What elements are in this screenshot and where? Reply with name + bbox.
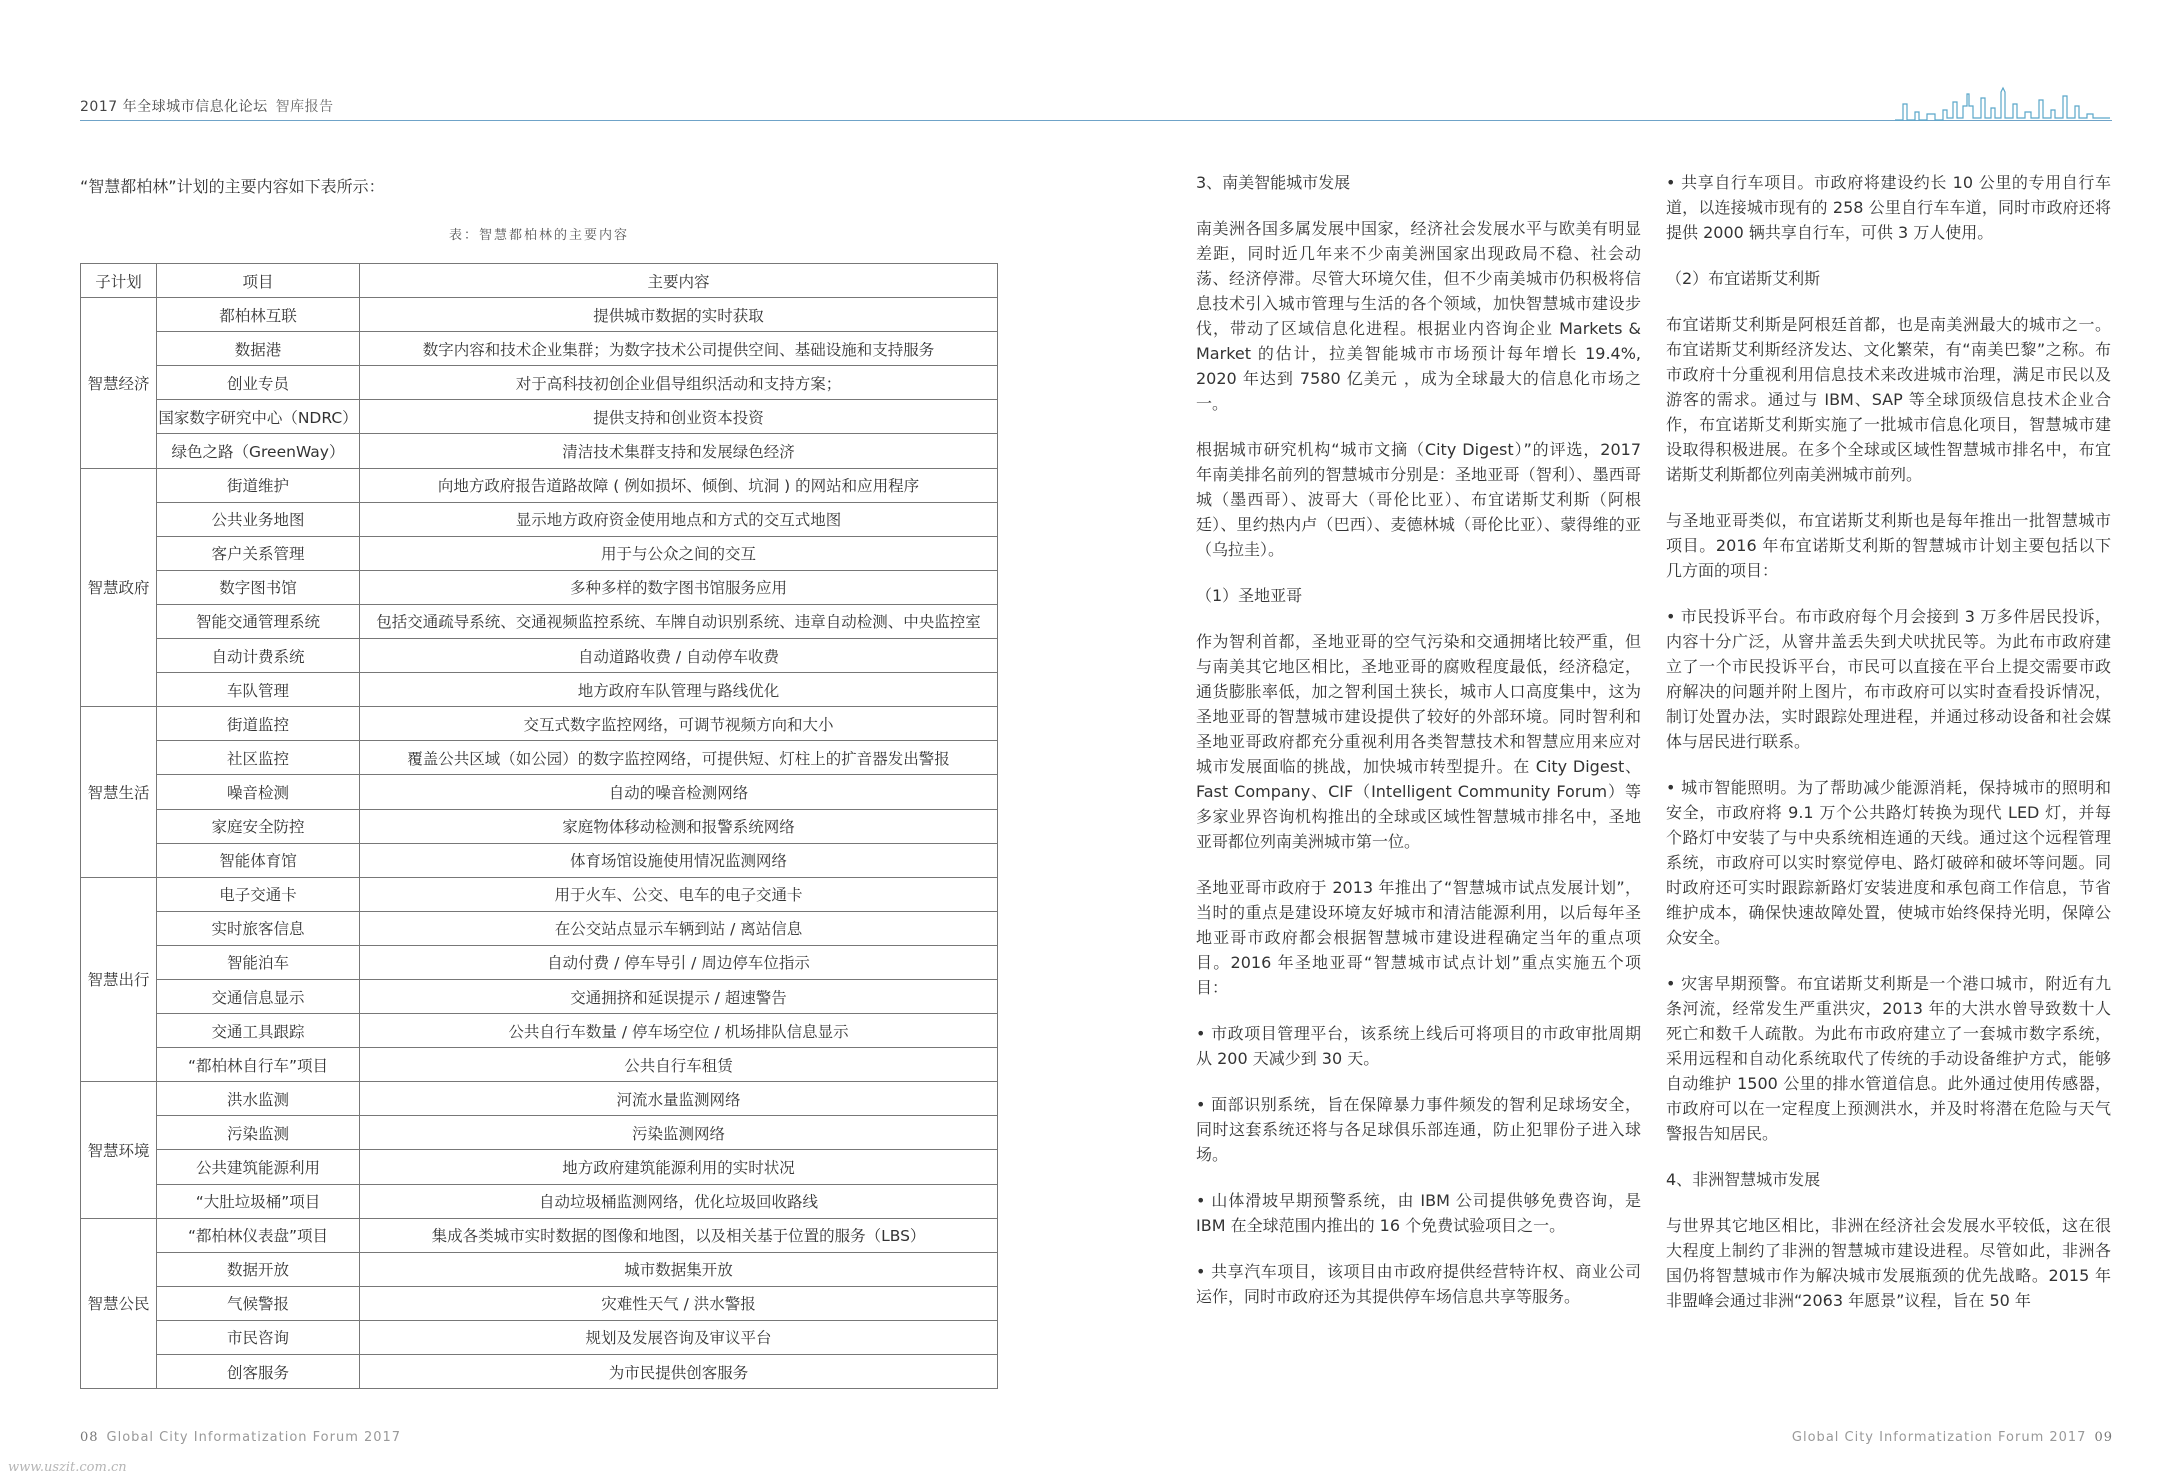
content-cell: 自动的噪音检测网络 [360, 775, 998, 809]
left-page [80, 170, 998, 1389]
content-cell: 交互式数字监控网络，可调节视频方向和大小 [360, 707, 998, 741]
table-row [81, 945, 998, 979]
table-row [81, 1286, 998, 1320]
header-cell: 子计划 [81, 264, 157, 298]
table-row [81, 843, 998, 877]
paragraph: • 市民投诉平台。布市政府每个月会接到 3 万多件居民投诉，内容十分广泛，从窨井盖丢失到犬吠扰民等。为此布市政府建立了一个市民投诉平台，市民可以直接在平台上提交需要市政府解决的问题并附上图片，布市政府可以实时查看投诉情况，制订处置办法，实时跟踪处理进程，并通过移动设备和社会媒体与居民进行联系。 [1666, 607, 2111, 751]
content-cell: 为市民提供创客服务 [360, 1355, 998, 1389]
table-row [81, 1252, 998, 1286]
paragraph: 圣地亚哥市政府于 2013 年推出了“智慧城市试点发展计划”，当时的重点是建设环境友好城市和清洁能源利用，以后每年圣地亚哥市政府都会根据智慧城市建设进程确定当年的重点项目。2016 年圣地亚哥“智慧城市试点计划”重点实施五个项目： [1196, 878, 1641, 997]
project-cell: 自动计费系统 [157, 639, 360, 673]
project-cell: 电子交通卡 [157, 877, 360, 911]
project-cell: 公共业务地图 [157, 502, 360, 536]
paragraph: 南美洲各国多属发展中国家，经济社会发展水平与欧美有明显差距，同时近几年来不少南美洲国家出现政局不稳、社会动荡、经济停滞。尽管大环境欠佳，但不少南美城市仍积极将信息技术引入城市管理与生活的各个领域，加快智慧城市建设步伐，带动了区域信息化进程。根据业内咨询企业 Markets & Market 的估计，拉美智能城市市场预计每年增长 19.4%, 2020 年达到 7580 亿美元 ，成为全球最大的信息化市场之一。 [1196, 219, 1641, 413]
project-cell: 交通工具跟踪 [157, 1014, 360, 1048]
table-caption: 表：智慧都柏林的主要内容 [448, 228, 629, 243]
intro-text: “智慧都柏林”计划的主要内容如下表所示： [80, 177, 385, 196]
project-cell: 车队管理 [157, 673, 360, 707]
project-cell: 噪音检测 [157, 775, 360, 809]
table-row [81, 536, 998, 570]
table-row [81, 400, 998, 434]
table-row [81, 1048, 998, 1082]
table-header-row [81, 264, 998, 298]
paragraph: • 城市智能照明。为了帮助减少能源消耗，保持城市的照明和安全，市政府将 9.1 万个公共路灯转换为现代 LED 灯，并每个路灯中安装了与中央系统相连通的天线。通过这个远程管理系统，市政府可以实时察觉停电、路灯破碎和破坏等问题。同时政府还可实时跟踪新路灯安装进度和承包商工作信息，节省维护成本，确保快速故障处置，使城市始终保持光明，保障公众安全。 [1666, 778, 2111, 947]
table-row [81, 1082, 998, 1116]
content-cell: 体育场馆设施使用情况监测网络 [360, 843, 998, 877]
paragraph: 与圣地亚哥类似，布宜诺斯艾利斯也是每年推出一批智慧城市项目。2016 年布宜诺斯艾利斯的智慧城市计划主要包括以下几方面的项目： [1666, 511, 2111, 580]
project-cell: 数字图书馆 [157, 570, 360, 604]
project-cell: “大肚垃圾桶”项目 [157, 1184, 360, 1218]
content-cell: 提供支持和创业资本投资 [360, 400, 998, 434]
dublin-table [80, 263, 998, 1389]
project-cell: “都柏林自行车”项目 [157, 1048, 360, 1082]
content-cell: 在公交站点显示车辆到站 / 离站信息 [360, 911, 998, 945]
content-cell: 公共自行车数量 / 停车场空位 / 机场排队信息显示 [360, 1014, 998, 1048]
table-row [81, 298, 998, 332]
content-cell: 包括交通疏导系统、交通视频监控系统、车牌自动识别系统、违章自动检测、中央监控室 [360, 604, 998, 638]
content-cell: 提供城市数据的实时获取 [360, 298, 998, 332]
paragraph: • 灾害早期预警。布宜诺斯艾利斯是一个港口城市，附近有九条河流，经常发生严重洪灾，2013 年的大洪水曾导致数十人死亡和数千人疏散。为此布市政府建立了一套城市数字系统，采用远程和自动化系统取代了传统的手动设备维护方式，能够自动维护 1500 公里的排水管道信息。此外通过使用传感器，市政府可以在一定程度上预测洪水，并及时将潜在危险与天气警报告知居民。 [1666, 974, 2111, 1143]
paragraph: • 面部识别系统，旨在保障暴力事件频发的智利足球场安全，同时这套系统还将与各足球俱乐部连通，防止犯罪份子进入球场。 [1196, 1095, 1641, 1164]
project-cell: 气候警报 [157, 1286, 360, 1320]
project-cell: 洪水监测 [157, 1082, 360, 1116]
table-row [81, 570, 998, 604]
content-cell: 灾难性天气 / 洪水警报 [360, 1286, 998, 1320]
content-cell: 城市数据集开放 [360, 1252, 998, 1286]
content-cell: 用于火车、公交、电车的电子交通卡 [360, 877, 998, 911]
page-number: 09 [2094, 1430, 2113, 1445]
project-cell: 数据开放 [157, 1252, 360, 1286]
section-heading: 3、南美智能城市发展 [1196, 173, 1351, 192]
paragraph: 布宜诺斯艾利斯是阿根廷首都，也是南美洲最大的城市之一。布宜诺斯艾利斯经济发达、文化繁荣，有“南美巴黎”之称。布市政府十分重视利用信息技术来改进城市治理，满足市民以及游客的需求。通过与 IBM、SAP 等全球顶级信息技术企业合作，布宜诺斯艾利斯实施了一批城市信息化项目，智慧城市建设取得积极进展。在多个全球或区域性智慧城市排名中，布宜诺斯艾利斯都位列南美洲城市前列。 [1666, 315, 2111, 484]
project-cell: “都柏林仪表盘”项目 [157, 1218, 360, 1252]
content-cell: 公共自行车租赁 [360, 1048, 998, 1082]
content-cell: 家庭物体移动检测和报警系统网络 [360, 809, 998, 843]
sub-plan-cell: 智慧环境 [81, 1082, 157, 1218]
sub-plan-cell: 智慧公民 [81, 1218, 157, 1388]
footer-left [80, 1430, 401, 1445]
project-cell: 都柏林互联 [157, 298, 360, 332]
content-cell: 显示地方政府资金使用地点和方式的交互式地图 [360, 502, 998, 536]
content-cell: 集成各类城市实时数据的图像和地图，以及相关基于位置的服务（LBS） [360, 1218, 998, 1252]
paragraph: • 山体滑坡早期预警系统，由 IBM 公司提供够免费咨询，是 IBM 在全球范围内推出的 16 个免费试验项目之一。 [1196, 1191, 1641, 1235]
right-column-1 [1196, 170, 1641, 1330]
city-skyline-icon [1895, 84, 2110, 124]
table-row [81, 1320, 998, 1354]
table-row [81, 332, 998, 366]
table-row [81, 1184, 998, 1218]
table-row [81, 673, 998, 707]
table-row [81, 1116, 998, 1150]
table-row [81, 1014, 998, 1048]
sub-plan-cell: 智慧生活 [81, 707, 157, 877]
content-cell: 地方政府建筑能源利用的实时状况 [360, 1150, 998, 1184]
header-cell: 项目 [157, 264, 360, 298]
table-row [81, 707, 998, 741]
table-row [81, 1355, 998, 1389]
project-cell: 国家数字研究中心（NDRC） [157, 400, 360, 434]
table-row [81, 809, 998, 843]
header-subtitle: 智库报告 [275, 99, 334, 115]
table-row [81, 639, 998, 673]
table-row [81, 604, 998, 638]
paragraph: • 市政项目管理平台，该系统上线后可将项目的市政审批周期从 200 天减少到 30 天。 [1196, 1024, 1641, 1068]
content-cell: 自动道路收费 / 自动停车收费 [360, 639, 998, 673]
project-cell: 绿色之路（GreenWay） [157, 434, 360, 468]
table-row [81, 434, 998, 468]
table-row [81, 979, 998, 1013]
table-row [81, 1218, 998, 1252]
content-cell: 河流水量监测网络 [360, 1082, 998, 1116]
table-row [81, 1150, 998, 1184]
table-row [81, 502, 998, 536]
project-cell: 创客服务 [157, 1355, 360, 1389]
content-cell: 向地方政府报告道路故障 ( 例如损坏、倾倒、坑洞 ) 的网站和应用程序 [360, 468, 998, 502]
footer-right [1792, 1430, 2113, 1445]
right-column-2 [1666, 170, 2111, 1334]
project-cell: 数据港 [157, 332, 360, 366]
sub-plan-cell: 智慧经济 [81, 298, 157, 468]
table-row [81, 366, 998, 400]
project-cell: 市民咨询 [157, 1320, 360, 1354]
header-title: 2017 年全球城市信息化论坛 智库报告 [80, 99, 334, 115]
content-cell: 地方政府车队管理与路线优化 [360, 673, 998, 707]
paragraph: 与世界其它地区相比，非洲在经济社会发展水平较低，这在很大程度上制约了非洲的智慧城市建设进程。尽管如此，非洲各国仍将智慧城市作为解决城市发展瓶颈的优先战略。2015 年非盟峰会通过非洲“2063 年愿景”议程，旨在 50 年 [1666, 1216, 2111, 1310]
table-row [81, 877, 998, 911]
paragraph: • 共享自行车项目。市政府将建设约长 10 公里的专用自行车道，以连接城市现有的 258 公里自行车车道，同时市政府还将提供 2000 辆共享自行车，可供 3 万人使用。 [1666, 173, 2111, 242]
section-heading: 4、非洲智慧城市发展 [1666, 1170, 1821, 1189]
paragraph: 根据城市研究机构“城市文摘（City Digest）”的评选，2017 年南美排名前列的智慧城市分别是：圣地亚哥（智利）、墨西哥城（墨西哥）、波哥大（哥伦比亚）、布宜诺斯艾利斯（阿根廷）、里约热内卢（巴西）、麦德林城（哥伦比亚）、蒙得维的亚（乌拉圭）。 [1196, 440, 1641, 559]
sub-plan-cell: 智慧出行 [81, 877, 157, 1082]
project-cell: 污染监测 [157, 1116, 360, 1150]
table-row [81, 468, 998, 502]
project-cell: 智能体育馆 [157, 843, 360, 877]
content-cell: 多种多样的数字图书馆服务应用 [360, 570, 998, 604]
project-cell: 实时旅客信息 [157, 911, 360, 945]
section-heading: （2）布宜诺斯艾利斯 [1666, 269, 1821, 288]
project-cell: 创业专员 [157, 366, 360, 400]
project-cell: 街道维护 [157, 468, 360, 502]
table-row [81, 775, 998, 809]
table-row [81, 911, 998, 945]
content-cell: 自动垃圾桶监测网络，优化垃圾回收路线 [360, 1184, 998, 1218]
content-cell: 数字内容和技术企业集群；为数字技术公司提供空间、基础设施和支持服务 [360, 332, 998, 366]
page-number: 08 [80, 1430, 99, 1445]
section-heading: （1）圣地亚哥 [1196, 586, 1303, 605]
project-cell: 交通信息显示 [157, 979, 360, 1013]
content-cell: 用于与公众之间的交互 [360, 536, 998, 570]
paragraph: • 共享汽车项目，该项目由市政府提供经营特许权、商业公司运作，同时市政府还为其提供停车场信息共享等服务。 [1196, 1262, 1641, 1306]
content-cell: 清洁技术集群支持和发展绿色经济 [360, 434, 998, 468]
content-cell: 规划及发展咨询及审议平台 [360, 1320, 998, 1354]
sub-plan-cell: 智慧政府 [81, 468, 157, 707]
footer-text: Global City Informatization Forum 2017 [1791, 1430, 2087, 1445]
project-cell: 公共建筑能源利用 [157, 1150, 360, 1184]
header-cell: 主要内容 [360, 264, 998, 298]
content-cell: 交通拥挤和延误提示 / 超速警告 [360, 979, 998, 1013]
project-cell: 街道监控 [157, 707, 360, 741]
project-cell: 客户关系管理 [157, 536, 360, 570]
project-cell: 家庭安全防控 [157, 809, 360, 843]
project-cell: 智能泊车 [157, 945, 360, 979]
project-cell: 社区监控 [157, 741, 360, 775]
content-cell: 覆盖公共区域（如公园）的数字监控网络，可提供短、灯柱上的扩音器发出警报 [360, 741, 998, 775]
watermark: www.uszit.com.cn [8, 1460, 127, 1475]
content-cell: 自动付费 / 停车导引 / 周边停车位指示 [360, 945, 998, 979]
content-cell: 污染监测网络 [360, 1116, 998, 1150]
header-rule [80, 120, 2112, 121]
project-cell: 智能交通管理系统 [157, 604, 360, 638]
table-row [81, 741, 998, 775]
footer-text: Global City Informatization Forum 2017 [106, 1430, 402, 1445]
paragraph: 作为智利首都，圣地亚哥的空气污染和交通拥堵比较严重，但与南美其它地区相比，圣地亚哥的腐败程度最低，经济稳定，通货膨胀率低，加之智利国土狭长，城市人口高度集中，这为圣地亚哥的智慧城市建设提供了较好的外部环境。同时智利和圣地亚哥政府都充分重视利用各类智慧技术和智慧应用来应对城市发展面临的挑战，加快城市转型提升。在 City Digest、Fast Company、CIF（Intelligent Community Forum）等多家业界咨询机构推出的全球或区域性智慧城市排名中，圣地亚哥都位列南美洲城市第一位。 [1196, 632, 1641, 851]
content-cell: 对于高科技初创企业倡导组织活动和支持方案； [360, 366, 998, 400]
